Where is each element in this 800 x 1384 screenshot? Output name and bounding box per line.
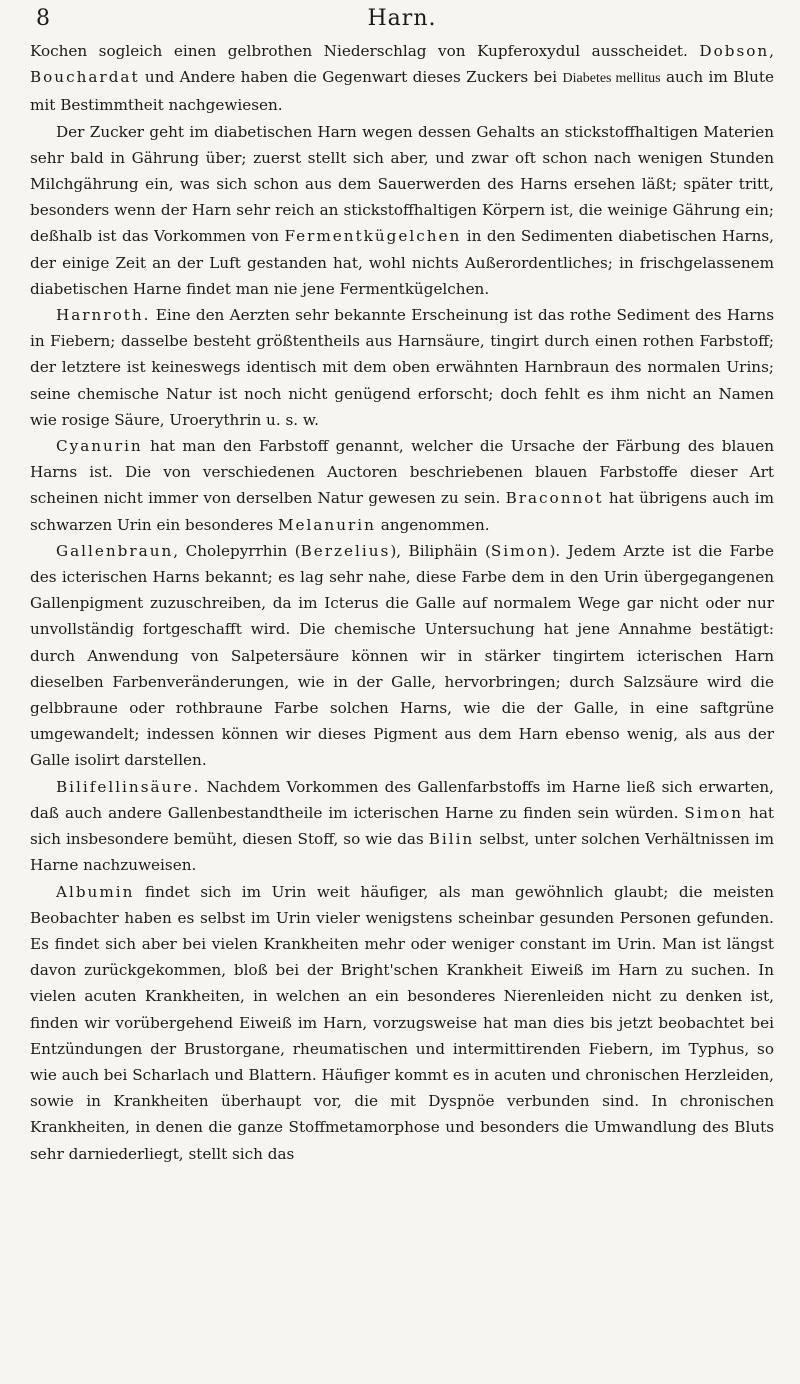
author-name: Simon (490, 541, 550, 560)
author-name: Braconnot (505, 489, 604, 508)
section-term: Bilifellinsäure. (56, 777, 201, 796)
author-name: Simon (684, 803, 744, 822)
paragraph-harnroth (30, 302, 774, 433)
text-run: selbst, unter solchen Verhältnissen im Harne nachzuweisen. (30, 830, 774, 875)
text-run: hat sich insbesondere bemüht, diesen Stoff, so wie das (30, 803, 774, 849)
text-run: , (769, 42, 774, 60)
section-term: Albumin (56, 882, 135, 901)
author-name: Dobson (699, 42, 770, 60)
emphasized-term: Bilin (428, 830, 475, 849)
text-run: findet sich im Urin weit häufiger, als man gewöhnlich glaubt; die meisten Beobachter haben es selbst im Urin vieler wenigstens scheinbar gesunden Personen gefunden. Es findet sich aber bei vielen Krankheiten mehr oder weniger constant im Urin. Man ist längst davon zurückgekommen, bloß bei der Bright'schen Krankheit Eiweiß im Harn zu suchen. In vielen acuten Krankheiten, in welchen an ein besonderes Nierenleiden nicht zu denken ist, finden wir vorübergehend Eiweiß im Harn, vorzugsweise hat man dies bis jetzt beobachtet bei Entzündungen der Brustorgane, rheumatischen und intermittirenden Fiebern, im Typhus, so wie auch bei Scharlach und Blattern. Häufiger kommt es in acuten und chronischen Herzleiden, sowie in Krankheiten überhaupt vor, die mit Dyspnöe verbunden sind. In chronischen Krankheiten, in denen die ganze Stoffmetamorphose und besonders die Umwandlung des Bluts sehr darniederliegt, stellt sich das (30, 882, 774, 1163)
body-text (30, 38, 774, 1167)
section-term: Gallenbraun (56, 541, 174, 560)
emphasized-term: Melanurin (277, 515, 376, 534)
running-title: Harn. (367, 6, 437, 31)
paragraph-cyanurin (30, 433, 774, 538)
section-term: Cyanurin (56, 437, 143, 456)
text-run: ), Biliphäin ( (390, 541, 491, 560)
running-head (30, 4, 774, 38)
text-run: ). Jedem Arzte ist die Farbe des icterischen Harns bekannt; es lag sehr nahe, diese Farbe dem in den Urin übergegangenen Gallenpigment zuzuschreiben, da im Icterus die Galle auf normalem Wege gar nicht oder nur unvollständig fortgeschafft wird. Die chemische Untersuchung hat jene Annahme bestätigt: durch Anwendung von Salpetersäure können wir in stärker tingirtem icterischen Harn dieselben Farbenveränderungen, wie in der Galle, hervorbringen; durch Salzsäure wird die gelbbraune oder rothbraune Farbe solchen Harns, wie die der Galle, in eine saftgrüne umgewandelt; indessen können wir dieses Pigment aus dem Harn ebenso wenig, als aus der Galle isolirt darstellen. (30, 541, 774, 770)
paragraph-zucker-continued (30, 38, 774, 119)
text-run: , Cholepyrrhin ( (173, 541, 301, 560)
paragraph-albumin (30, 879, 774, 1167)
text-run: Kochen sogleich einen gelbrothen Niederschlag von Kupferoxydul ausscheidet. (30, 42, 700, 60)
author-name: Bouchardat (30, 68, 140, 87)
text-run: angenommen. (375, 515, 490, 534)
text-run: Der Zucker geht im diabetischen Harn wegen dessen Gehalts an stickstoffhaltigen Materien sehr bald in Gährung über; zuerst stellt sich aber, und zwar oft schon nach wenigen Stunden Milchgährung ein, was sich schon aus dem Sauerwerden des Harns ersehen läßt; später tritt, besonders wenn der Harn sehr reich an stickstoffhaltigen Körpern ist, die weinige Gährung ein; deßhalb ist das Vorkommen von (30, 122, 774, 246)
emphasized-term: Fermentkügelchen (284, 227, 462, 246)
text-run: auch im Blute mit Bestimmtheit nachgewiesen. (30, 68, 774, 115)
paragraph-gaehrung (30, 119, 774, 302)
paragraph-bilifellinsaeure (30, 774, 774, 879)
text-run: und Andere haben die Gegenwart dieses Zuckers bei (139, 68, 563, 87)
text-run: in den Sedimenten diabetischen Harns, der einige Zeit an der Luft gestanden hat, wohl nichts Außerordentliches; in frischgelassenem diabetischen Harne findet man nie jene Fermentkügelchen. (30, 227, 775, 298)
author-name: Berzelius (300, 541, 391, 560)
text-run: Eine den Aerzten sehr bekannte Erscheinung ist das rothe Sediment des Harns in Fiebern; dasselbe besteht größtentheils aus Harnsäure, tingirt durch einen rothen Farbstoff; der letztere ist keineswegs identisch mit dem oben erwähnten Harnbraun des normalen Urins; seine chemische Natur ist noch nicht genügend erforscht; doch fehlt es ihm nicht an Namen wie rosige Säure, Uroerythrin u. s. w. (30, 306, 774, 429)
text-run: hat man den Farbstoff genannt, welcher die Ursache der Färbung des blauen Harns ist. Die von verschiedenen Auctoren beschriebenen blauen Farbstoffe dieser Art scheinen nicht immer von derselben Natur gewesen zu sein. (30, 437, 774, 508)
section-term: Harnroth. (56, 306, 151, 325)
latin-term: Diabetes mellitus (562, 71, 661, 87)
text-run: Nachdem Vorkommen des Gallenfarbstoffs im Harne ließ sich erwarten, daß auch andere Gallenbestandtheile im icterischen Harne zu finden sein würden. (30, 777, 774, 822)
text-run: hat übrigens auch im schwarzen Urin ein besonderes (30, 489, 774, 534)
page-number: 8 (36, 6, 50, 31)
paragraph-gallenbraun (30, 538, 774, 774)
